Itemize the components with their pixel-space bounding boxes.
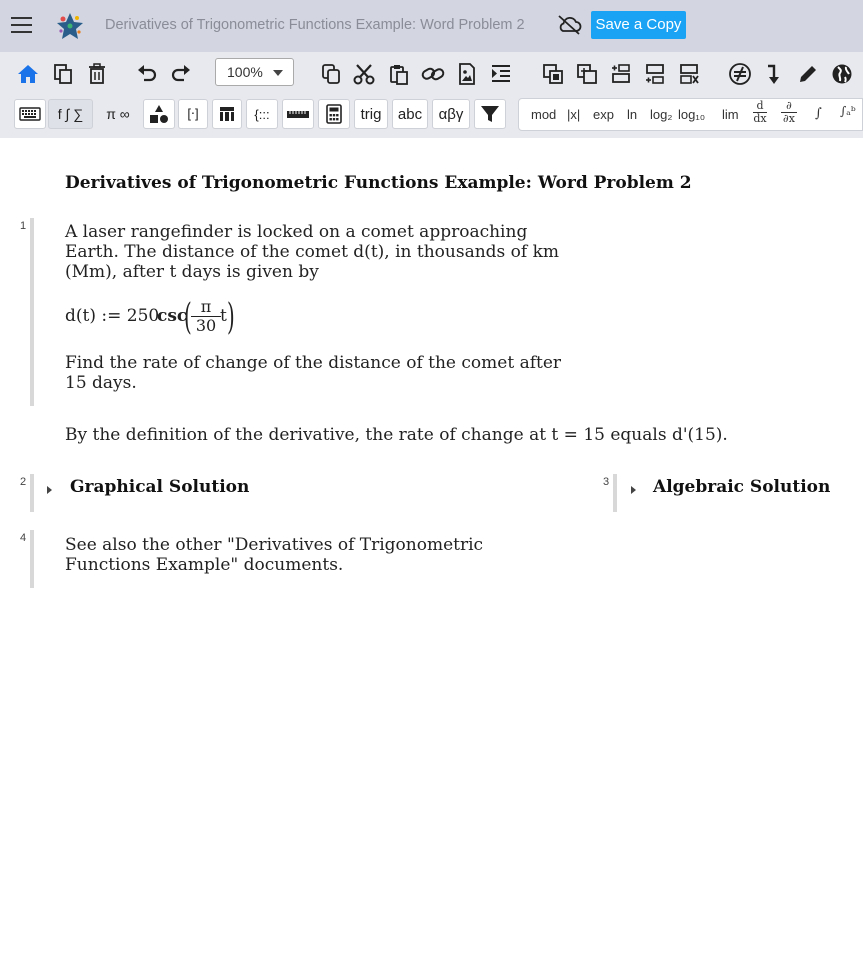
region-bar[interactable] <box>613 474 617 512</box>
problem-statement[interactable] <box>65 222 559 282</box>
derivative-numerator: d <box>756 99 764 112</box>
ruler-icon <box>286 109 310 119</box>
save-a-copy-button[interactable]: Save a Copy <box>591 11 686 39</box>
copy-page-icon[interactable] <box>51 62 75 86</box>
greek-button[interactable]: αβγ <box>432 99 470 129</box>
region-number: 1 <box>20 220 27 232</box>
question-statement[interactable] <box>65 353 561 393</box>
text-button[interactable]: abc <box>392 99 428 129</box>
insert-above-icon[interactable] <box>609 62 633 86</box>
not-equal-icon[interactable] <box>728 62 752 86</box>
question-line: 15 days. <box>65 373 137 393</box>
see-also-line: Functions Example" documents. <box>65 555 344 575</box>
expand-triangle-icon[interactable] <box>47 486 52 494</box>
copy-icon[interactable] <box>319 62 343 86</box>
problem-line: A laser rangefinder is locked on a comet approaching <box>65 222 528 242</box>
pencil-icon[interactable] <box>796 62 820 86</box>
globe-icon[interactable] <box>830 62 854 86</box>
derivative-denominator: dx <box>753 112 767 125</box>
partial-derivative-denominator: ∂x <box>781 112 797 125</box>
definition-text[interactable]: By the definition of the derivative, the rate of change at t = 15 equals d'(15). <box>65 425 728 445</box>
region-number: 3 <box>603 476 610 488</box>
delete-region-icon[interactable] <box>677 62 701 86</box>
app-logo <box>55 11 85 41</box>
keyboard-icon <box>19 107 41 121</box>
link-icon[interactable] <box>421 62 445 86</box>
table-icon <box>219 106 235 122</box>
ln-button[interactable]: ln <box>627 107 638 122</box>
partial-derivative-button[interactable] <box>781 100 797 125</box>
table-button[interactable] <box>212 99 242 129</box>
expand-triangle-icon[interactable] <box>631 486 636 494</box>
algebraic-solution-area[interactable]: Algebraic Solution <box>653 477 831 497</box>
zoom-select[interactable] <box>215 58 294 86</box>
undo-icon[interactable] <box>135 62 159 86</box>
fraction-denominator: 30 <box>191 316 221 335</box>
insert-image-icon[interactable] <box>455 62 479 86</box>
exp-button[interactable]: exp <box>593 107 614 122</box>
copy-region-icon[interactable] <box>541 62 565 86</box>
calculator-icon <box>326 104 342 124</box>
region-number: 4 <box>20 532 27 544</box>
abs-button[interactable]: |x| <box>567 107 581 122</box>
trig-button[interactable]: trig <box>354 99 388 129</box>
document-heading: Derivatives of Trigonometric Functions Example: Word Problem 2 <box>65 173 692 193</box>
filter-icon <box>480 104 500 124</box>
hamburger-menu-icon[interactable] <box>11 17 32 35</box>
region-bar[interactable] <box>30 218 34 406</box>
problem-line: (Mm), after t days is given by <box>65 262 319 282</box>
region-bar[interactable] <box>30 474 34 512</box>
see-also-line: See also the other "Derivatives of Trigonometric <box>65 535 484 555</box>
program-button[interactable]: {::: <box>246 99 278 129</box>
indent-icon[interactable] <box>489 62 513 86</box>
zoom-value: 100% <box>227 64 263 80</box>
region-bar[interactable] <box>30 530 34 588</box>
question-line: Find the rate of change of the distance of the comet after <box>65 353 562 373</box>
derivative-button[interactable] <box>753 100 767 125</box>
constants-palette-button[interactable]: π ∞ <box>106 106 130 122</box>
mod-button[interactable]: mod <box>531 107 557 122</box>
equation-function: csc <box>157 306 188 326</box>
shapes-icon <box>149 104 169 124</box>
document-title: Derivatives of Trigonometric Functions Example: Word Problem 2 <box>105 17 525 33</box>
cut-icon[interactable] <box>352 62 376 86</box>
see-also-text[interactable] <box>65 535 483 575</box>
insert-below-icon[interactable] <box>643 62 667 86</box>
region-number: 2 <box>20 476 27 488</box>
fraction-numerator: π <box>200 297 212 316</box>
matrix-button[interactable]: [⋅] <box>178 99 208 129</box>
log10-button[interactable]: log₁₀ <box>678 107 706 122</box>
problem-line: Earth. The distance of the comet d(t), in thousands of km <box>65 242 560 262</box>
title-bar <box>0 0 863 52</box>
keyboard-button[interactable] <box>14 99 46 129</box>
calculus-palette-button[interactable]: f ∫ ∑ <box>48 99 93 129</box>
integral-button[interactable]: ∫ <box>815 106 822 121</box>
equation-fraction <box>191 298 221 335</box>
calculator-button[interactable] <box>318 99 350 129</box>
home-icon[interactable] <box>16 62 40 86</box>
right-paren: ) <box>227 297 235 338</box>
left-paren: ( <box>184 297 192 338</box>
definite-integral-button[interactable]: ∫ₐᵇ <box>840 104 856 118</box>
lim-button[interactable]: lim <box>722 107 739 122</box>
chevron-down-icon <box>273 70 283 76</box>
paste-icon[interactable] <box>387 62 411 86</box>
equation-variable: t <box>220 306 227 326</box>
units-button[interactable] <box>282 99 314 129</box>
cloud-offline-icon[interactable] <box>556 14 582 36</box>
shapes-button[interactable] <box>143 99 175 129</box>
trash-icon[interactable] <box>85 62 109 86</box>
log2-button[interactable]: log₂ <box>650 107 673 122</box>
equation-lhs: d(t) := 250 <box>65 306 160 326</box>
paste-region-icon[interactable] <box>575 62 599 86</box>
partial-derivative-numerator: ∂ <box>786 99 792 112</box>
graphical-solution-area[interactable]: Graphical Solution <box>70 477 250 497</box>
evaluate-arrow-icon[interactable] <box>762 62 786 86</box>
redo-icon[interactable] <box>169 62 193 86</box>
filter-button[interactable] <box>474 99 506 129</box>
